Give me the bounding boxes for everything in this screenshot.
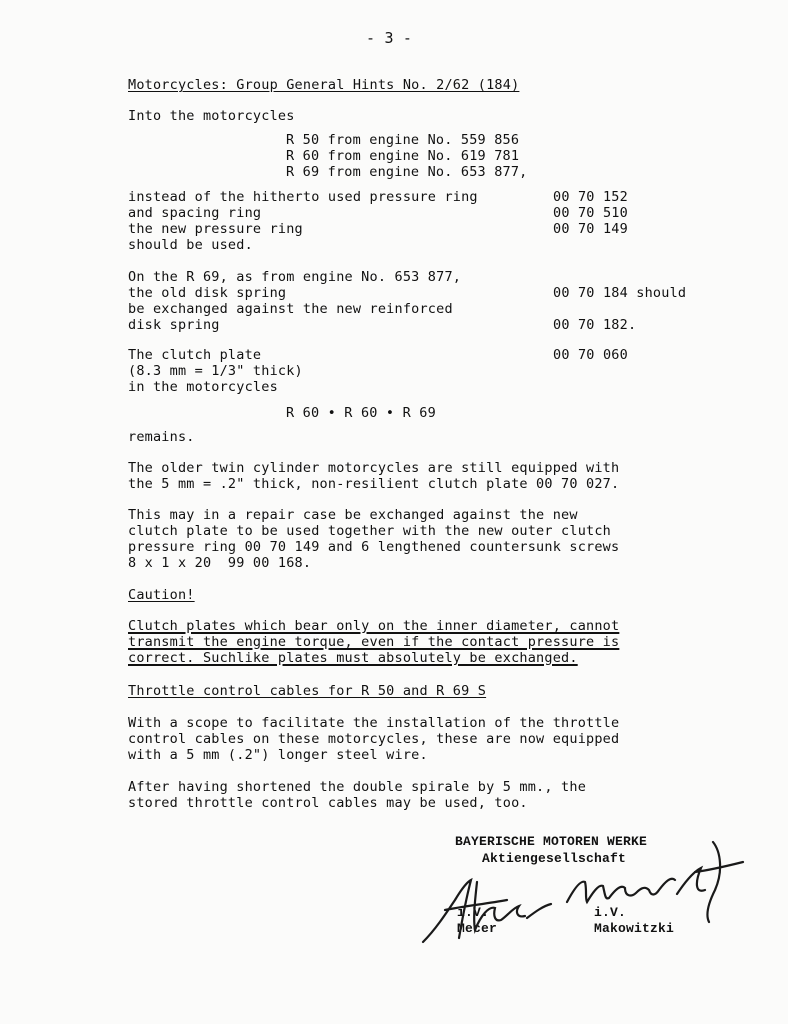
- caution-text-line: Clutch plates which bear only on the inner diameter, cannot: [128, 618, 620, 634]
- older-para-line: the 5 mm = .2" thick, non-resilient clutch plate 00 70 027.: [128, 476, 620, 492]
- disk-text-line: disk spring: [128, 317, 220, 333]
- replace-part-number: 00 70 152: [553, 189, 628, 205]
- disk-text-line: On the R 69, as from engine No. 653 877,: [128, 269, 462, 285]
- replace-text-line: the new pressure ring: [128, 221, 303, 237]
- replace-text-line: instead of the hitherto used pressure ring: [128, 189, 478, 205]
- model-line: R 69 from engine No. 653 877,: [286, 164, 528, 180]
- signatory-name: Mecer: [457, 921, 498, 936]
- after-para-line: After having shortened the double spirale by 5 mm., the: [128, 779, 587, 795]
- company-form: Aktiengesellschaft: [482, 851, 627, 866]
- repair-para-line: clutch plate to be used together with the new outer clutch: [128, 523, 612, 539]
- caution-heading: Caution!: [128, 587, 195, 603]
- intro-line: Into the motorcycles: [128, 108, 295, 124]
- disk-text-line: the old disk spring: [128, 285, 287, 301]
- throttle-para-line: with a 5 mm (.2") longer steel wire.: [128, 747, 428, 763]
- section-heading-motorcycles: Motorcycles: Group General Hints No. 2/62 (184): [128, 77, 520, 93]
- throttle-heading: Throttle control cables for R 50 and R 69 S: [128, 683, 487, 699]
- clutch-part-number: 00 70 060: [553, 347, 628, 363]
- disk-part-number: 00 70 182.: [553, 317, 637, 333]
- clutch-text-line: in the motorcycles: [128, 379, 278, 395]
- clutch-models-line: R 60 • R 60 • R 69: [286, 405, 436, 421]
- signatory-name: Makowitzki: [594, 921, 675, 936]
- throttle-para-line: control cables on these motorcycles, these are now equipped: [128, 731, 620, 747]
- older-para-line: The older twin cylinder motorcycles are still equipped with: [128, 460, 620, 476]
- company-name: BAYERISCHE MOTOREN WERKE: [455, 834, 648, 849]
- page-number: - 3 -: [366, 29, 413, 47]
- repair-para-line: 8 x 1 x 20 99 00 168.: [128, 555, 312, 571]
- caution-text-line: correct. Suchlike plates must absolutely be exchanged.: [128, 650, 578, 666]
- clutch-text-line: The clutch plate: [128, 347, 262, 363]
- repair-para-line: pressure ring 00 70 149 and 6 lengthened countersunk screws: [128, 539, 620, 555]
- clutch-text-line: (8.3 mm = 1/3" thick): [128, 363, 303, 379]
- remains-line: remains.: [128, 429, 195, 445]
- replace-part-number: 00 70 149: [553, 221, 628, 237]
- model-line: R 50 from engine No. 559 856: [286, 132, 520, 148]
- signatory-prefix: i.V.: [457, 905, 490, 920]
- signatory-prefix: i.V.: [594, 905, 627, 920]
- replace-part-number: 00 70 510: [553, 205, 628, 221]
- after-para-line: stored throttle control cables may be used, too.: [128, 795, 528, 811]
- caution-text-line: transmit the engine torque, even if the contact pressure is: [128, 634, 620, 650]
- repair-para-line: This may in a repair case be exchanged against the new: [128, 507, 578, 523]
- model-line: R 60 from engine No. 619 781: [286, 148, 520, 164]
- replace-text-line: should be used.: [128, 237, 253, 253]
- throttle-para-line: With a scope to facilitate the installation of the throttle: [128, 715, 620, 731]
- replace-text-line: and spacing ring: [128, 205, 262, 221]
- disk-text-line: be exchanged against the new reinforced: [128, 301, 453, 317]
- disk-part-number: 00 70 184 should: [553, 285, 687, 301]
